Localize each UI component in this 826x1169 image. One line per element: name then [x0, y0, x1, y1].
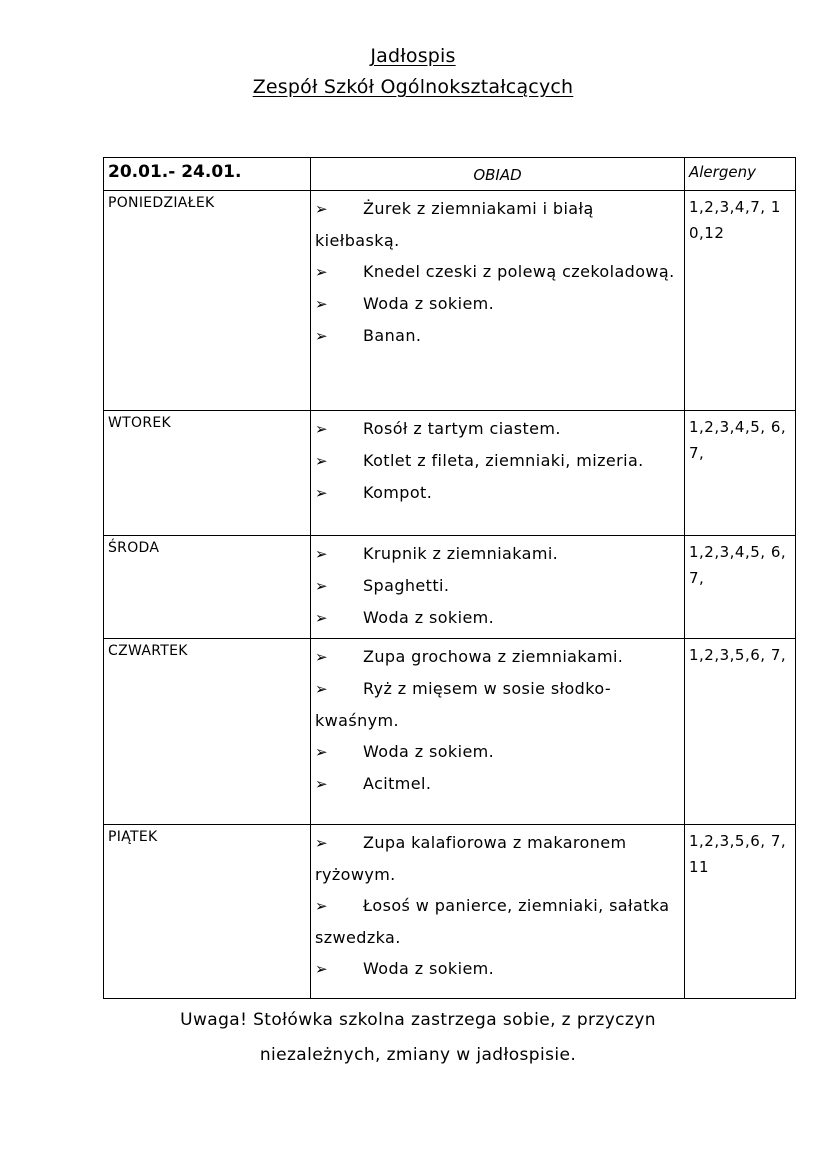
arrowhead-bullet-icon: ➢ [315, 295, 328, 313]
day-name: ŚRODA [104, 536, 311, 639]
dish-text: Banan. [363, 326, 422, 345]
dish-item [315, 641, 682, 673]
arrowhead-bullet-icon: ➢ [315, 545, 328, 563]
dish-item [315, 736, 682, 768]
dish-text: Woda z sokiem. [363, 959, 495, 978]
dish-text: Woda z sokiem. [363, 608, 495, 627]
dish-item [315, 602, 682, 634]
day-row [104, 825, 796, 999]
arrowhead-bullet-icon: ➢ [315, 327, 328, 345]
allergens-value: 1,2,3,4,5, 6,7, [685, 536, 796, 639]
header-row [104, 158, 796, 191]
day-row [104, 639, 796, 825]
dish-item [315, 768, 682, 800]
dish-text: Łosoś w panierce, ziemniaki, sałatka szwedzka. [315, 896, 670, 947]
dish-list [311, 639, 685, 825]
dish-item [315, 477, 682, 509]
dish-list [311, 191, 685, 411]
dish-text: Ryż z mięsem w sosie słodko- kwaśnym. [315, 679, 611, 730]
arrowhead-bullet-icon: ➢ [315, 263, 328, 281]
dish-text: Zupa grochowa z ziemniakami. [363, 647, 624, 666]
dish-text: Zupa kalafiorowa z makaronem ryżowym. [315, 833, 627, 884]
dish-text: Spaghetti. [363, 576, 450, 595]
arrowhead-bullet-icon: ➢ [315, 834, 328, 852]
arrowhead-bullet-icon: ➢ [315, 452, 328, 470]
allergens-column-header: Alergeny [685, 158, 796, 191]
dish-item [315, 288, 682, 320]
arrowhead-bullet-icon: ➢ [315, 200, 328, 218]
day-name: PONIEDZIAŁEK [104, 191, 311, 411]
school-name: Zespół Szkół Ogólnokształcących [252, 76, 574, 98]
arrowhead-bullet-icon: ➢ [315, 420, 328, 438]
dish-text: Kotlet z fileta, ziemniaki, mizeria. [363, 451, 644, 470]
dish-text: Woda z sokiem. [363, 294, 495, 313]
day-name: WTOREK [104, 411, 311, 536]
dish-text: Woda z sokiem. [363, 742, 495, 761]
arrowhead-bullet-icon: ➢ [315, 577, 328, 595]
menu-table [103, 157, 796, 999]
day-row [104, 536, 796, 639]
arrowhead-bullet-icon: ➢ [315, 960, 328, 978]
day-row [104, 191, 796, 411]
dish-item [315, 890, 682, 953]
arrowhead-bullet-icon: ➢ [315, 484, 328, 502]
dish-text: Knedel czeski z polewą czekoladową. [363, 262, 675, 281]
dish-item [315, 673, 682, 736]
dish-item [315, 413, 682, 445]
notice-line-2: niezależnych, zmiany w jadłospisie. [259, 1045, 577, 1065]
allergens-value: 1,2,3,5,6, 7,11 [685, 825, 796, 999]
dish-item [315, 827, 682, 890]
dish-text: Rosół z tartym ciastem. [363, 419, 561, 438]
day-name: CZWARTEK [104, 639, 311, 825]
dish-list [311, 825, 685, 999]
allergens-value: 1,2,3,4,5, 6,7, [685, 411, 796, 536]
dish-list [311, 536, 685, 639]
arrowhead-bullet-icon: ➢ [315, 743, 328, 761]
arrowhead-bullet-icon: ➢ [315, 648, 328, 666]
dish-item [315, 953, 682, 985]
allergens-value: 1,2,3,4,7, 10,12 [685, 191, 796, 411]
dish-text: Kompot. [363, 483, 433, 502]
dish-item [315, 570, 682, 602]
arrowhead-bullet-icon: ➢ [315, 609, 328, 627]
dish-text: Krupnik z ziemniakami. [363, 544, 559, 563]
allergens-value: 1,2,3,5,6, 7, [685, 639, 796, 825]
dish-item [315, 445, 682, 477]
page-title: Jadłospis [370, 45, 456, 67]
date-range: 20.01.- 24.01. [104, 158, 311, 191]
dish-list [311, 411, 685, 536]
dish-text: Żurek z ziemniakami i białą kiełbaską. [315, 199, 594, 250]
day-name: PIĄTEK [104, 825, 311, 999]
dish-text: Acitmel. [363, 774, 432, 793]
arrowhead-bullet-icon: ➢ [315, 680, 328, 698]
meal-column-header: OBIAD [311, 158, 685, 191]
notice-line-1: Uwaga! Stołówka szkolna zastrzega sobie, z przyczyn [180, 1010, 656, 1030]
arrowhead-bullet-icon: ➢ [315, 897, 328, 915]
dish-item [315, 256, 682, 288]
dish-item [315, 538, 682, 570]
arrowhead-bullet-icon: ➢ [315, 775, 328, 793]
dish-item [315, 193, 682, 256]
day-row [104, 411, 796, 536]
dish-item [315, 320, 682, 352]
